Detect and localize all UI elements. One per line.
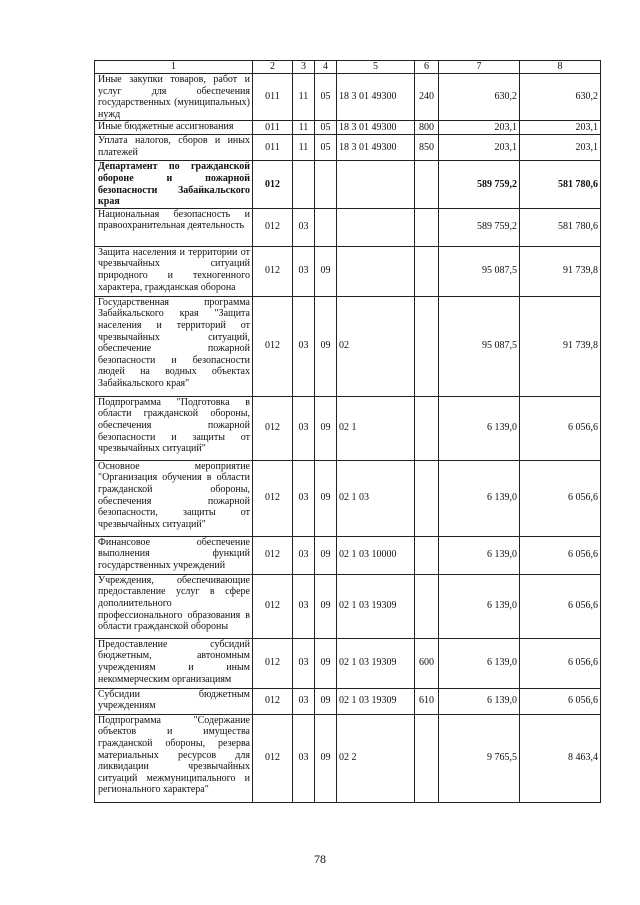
amount-year1-cell: 6 139,0 [439,460,520,536]
target-article-cell: 18 3 01 49300 [337,135,415,161]
admin-code-cell: 012 [253,536,293,574]
amount-year2-cell: 91 739,8 [520,296,601,396]
section-code-cell: 03 [293,296,315,396]
amount-year2-cell: 581 780,6 [520,208,601,246]
column-number: 4 [315,61,337,74]
table-row [95,638,601,688]
table-row [95,536,601,574]
amount-year1-cell: 6 139,0 [439,574,520,638]
subsection-code-cell: 09 [315,296,337,396]
amount-year1-cell: 9 765,5 [439,714,520,802]
target-article-cell [337,161,415,208]
subsection-code-cell: 09 [315,638,337,688]
amount-year1-cell: 589 759,2 [439,161,520,208]
section-code-cell: 03 [293,208,315,246]
target-article-cell: 18 3 01 49300 [337,121,415,135]
target-article-cell [337,208,415,246]
expense-type-cell [415,460,439,536]
amount-year2-cell: 6 056,6 [520,460,601,536]
column-number: 3 [293,61,315,74]
amount-year2-cell: 6 056,6 [520,574,601,638]
subsection-code-cell: 05 [315,135,337,161]
subsection-code-cell: 09 [315,460,337,536]
admin-code-cell: 012 [253,296,293,396]
target-article-cell [337,246,415,296]
admin-code-cell: 011 [253,135,293,161]
row-name-cell: Предоставление субсидий бюджетным, автономным учреждениям и иным некоммерческим организациям [95,638,253,688]
amount-year2-cell: 203,1 [520,121,601,135]
amount-year2-cell: 6 056,6 [520,396,601,460]
subsection-code-cell [315,161,337,208]
column-number: 6 [415,61,439,74]
expense-type-cell [415,574,439,638]
row-name-cell: Субсидии бюджетным учреждениям [95,688,253,714]
amount-year2-cell: 630,2 [520,74,601,121]
target-article-cell: 02 1 03 19309 [337,688,415,714]
amount-year2-cell: 581 780,6 [520,161,601,208]
section-code-cell: 03 [293,638,315,688]
target-article-cell: 02 1 [337,396,415,460]
subsection-code-cell: 09 [315,714,337,802]
table-row [95,714,601,802]
subsection-code-cell: 09 [315,574,337,638]
amount-year1-cell: 95 087,5 [439,246,520,296]
column-number: 5 [337,61,415,74]
section-code-cell: 03 [293,688,315,714]
expense-type-cell: 850 [415,135,439,161]
admin-code-cell: 012 [253,208,293,246]
expense-type-cell [415,246,439,296]
subsection-code-cell [315,208,337,246]
expense-type-cell [415,161,439,208]
row-name-cell: Уплата налогов, сборов и иных платежей [95,135,253,161]
budget-table [94,60,601,803]
section-code-cell [293,161,315,208]
row-name-cell: Государственная программа Забайкальского края "Защита населения и территорий от чрезвычайных ситуаций, обеспечение пожарной безопасности и безопасности людей на водных объектах Забайкальского края" [95,296,253,396]
admin-code-cell: 011 [253,121,293,135]
subsection-code-cell: 09 [315,536,337,574]
page-number: 78 [314,852,326,866]
section-code-cell: 03 [293,396,315,460]
amount-year2-cell: 8 463,4 [520,714,601,802]
row-name-cell: Подпрограмма "Содержание объектов и имущества гражданской обороны, резерва материальных ресурсов для ликвидации чрезвычайных ситуаций межмуниципального и регионального характера" [95,714,253,802]
admin-code-cell: 012 [253,574,293,638]
amount-year1-cell: 630,2 [439,74,520,121]
expense-type-cell: 600 [415,638,439,688]
column-number-row [95,61,601,74]
expense-type-cell [415,714,439,802]
amount-year1-cell: 589 759,2 [439,208,520,246]
target-article-cell: 02 1 03 19309 [337,574,415,638]
column-number: 2 [253,61,293,74]
expense-type-cell [415,296,439,396]
table-row [95,688,601,714]
row-name-cell: Иные закупки товаров, работ и услуг для обеспечения государственных (муниципальных) нужд [95,74,253,121]
section-code-cell: 03 [293,574,315,638]
admin-code-cell: 012 [253,246,293,296]
table-header [95,61,601,74]
expense-type-cell: 240 [415,74,439,121]
amount-year1-cell: 203,1 [439,135,520,161]
admin-code-cell: 012 [253,460,293,536]
amount-year1-cell: 6 139,0 [439,396,520,460]
admin-code-cell: 011 [253,74,293,121]
admin-code-cell: 012 [253,396,293,460]
table-row [95,208,601,246]
target-article-cell: 02 [337,296,415,396]
row-name-cell: Финансовое обеспечение выполнения функций государственных учреждений [95,536,253,574]
subsection-code-cell: 09 [315,396,337,460]
expense-type-cell: 800 [415,121,439,135]
amount-year1-cell: 203,1 [439,121,520,135]
subsection-code-cell: 05 [315,74,337,121]
target-article-cell: 02 1 03 [337,460,415,536]
row-name-cell: Национальная безопасность и правоохранительная деятельность [95,208,253,246]
amount-year2-cell: 203,1 [520,135,601,161]
table-row [95,296,601,396]
amount-year2-cell: 91 739,8 [520,246,601,296]
admin-code-cell: 012 [253,161,293,208]
column-number: 8 [520,61,601,74]
admin-code-cell: 012 [253,688,293,714]
table-row [95,396,601,460]
row-name-cell: Учреждения, обеспечивающие предоставление услуг в сфере дополнительного профессионального образования в области гражданской обороны [95,574,253,638]
row-name-cell: Департамент по гражданской обороне и пожарной безопасности Забайкальского края [95,161,253,208]
target-article-cell: 02 1 03 19309 [337,638,415,688]
amount-year1-cell: 95 087,5 [439,296,520,396]
subsection-code-cell: 09 [315,246,337,296]
amount-year2-cell: 6 056,6 [520,688,601,714]
section-code-cell: 03 [293,460,315,536]
table-row [95,161,601,208]
target-article-cell: 18 3 01 49300 [337,74,415,121]
section-code-cell: 11 [293,74,315,121]
amount-year2-cell: 6 056,6 [520,536,601,574]
table-row [95,74,601,121]
column-number: 1 [95,61,253,74]
amount-year1-cell: 6 139,0 [439,638,520,688]
section-code-cell: 03 [293,536,315,574]
row-name-cell: Подпрограмма "Подготовка в области гражданской обороны, обеспечения пожарной безопасности и защиты от чрезвычайных ситуаций" [95,396,253,460]
section-code-cell: 03 [293,246,315,296]
admin-code-cell: 012 [253,638,293,688]
row-name-cell: Защита населения и территории от чрезвычайных ситуаций природного и техногенного характера, гражданская оборона [95,246,253,296]
amount-year1-cell: 6 139,0 [439,688,520,714]
table-body [95,74,601,803]
section-code-cell: 11 [293,135,315,161]
subsection-code-cell: 09 [315,688,337,714]
subsection-code-cell: 05 [315,121,337,135]
section-code-cell: 03 [293,714,315,802]
expense-type-cell: 610 [415,688,439,714]
target-article-cell: 02 1 03 10000 [337,536,415,574]
amount-year2-cell: 6 056,6 [520,638,601,688]
row-name-cell: Иные бюджетные ассигнования [95,121,253,135]
section-code-cell: 11 [293,121,315,135]
table-row [95,121,601,135]
expense-type-cell [415,536,439,574]
row-name-cell: Основное мероприятие "Организация обучения в области гражданской обороны, обеспечения пожарной безопасности, защиты от чрезвычайных ситуаций" [95,460,253,536]
target-article-cell: 02 2 [337,714,415,802]
table-row [95,460,601,536]
expense-type-cell [415,396,439,460]
amount-year1-cell: 6 139,0 [439,536,520,574]
table-row [95,574,601,638]
table-row [95,246,601,296]
table-row [95,135,601,161]
admin-code-cell: 012 [253,714,293,802]
column-number: 7 [439,61,520,74]
expense-type-cell [415,208,439,246]
